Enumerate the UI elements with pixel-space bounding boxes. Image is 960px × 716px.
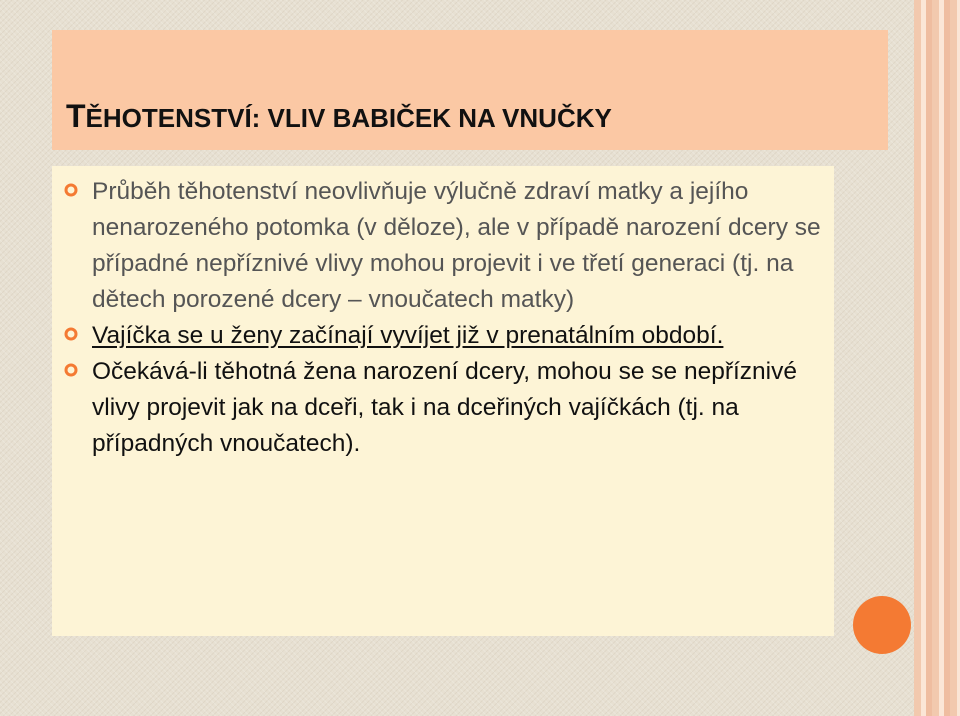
bullet-text-1: Průběh těhotenství neovlivňuje výlučně zdraví matky a jejího nenarozeného potomka (v děloze), ale v případě narození dcery se případné nepříznivé vlivy mohou projevit i ve třetí generaci (tj. na dětech porozené dcery – vnoučatech matky) [92, 178, 821, 313]
bullet-item-3 [62, 354, 822, 462]
decorative-orange-circle [853, 596, 911, 654]
title-banner [52, 30, 888, 150]
slide-title [66, 100, 612, 132]
orange-ring-bullet-icon [64, 183, 78, 197]
orange-ring-bullet-icon [64, 327, 78, 341]
orange-ring-bullet-icon [64, 363, 78, 377]
bullet-item-2 [62, 318, 822, 354]
decorative-side-stripes [914, 0, 960, 716]
bullet-text-3: Očekává-li těhotná žena narození dcery, mohou se se nepříznivé vlivy projevit jak na dceři, tak i na dceřiných vajíčkách (tj. na případných vnoučatech). [92, 358, 797, 457]
bullet-item-1 [62, 174, 822, 318]
bullet-list [62, 174, 822, 462]
content-panel [52, 166, 834, 636]
slide-title-rest: ĚHOTENSTVÍ: VLIV BABIČEK NA VNUČKY [85, 103, 612, 133]
bullet-text-2: Vajíčka se u ženy začínají vyvíjet již v prenatálním období. [92, 322, 724, 349]
slide-title-initial: T [66, 98, 86, 134]
